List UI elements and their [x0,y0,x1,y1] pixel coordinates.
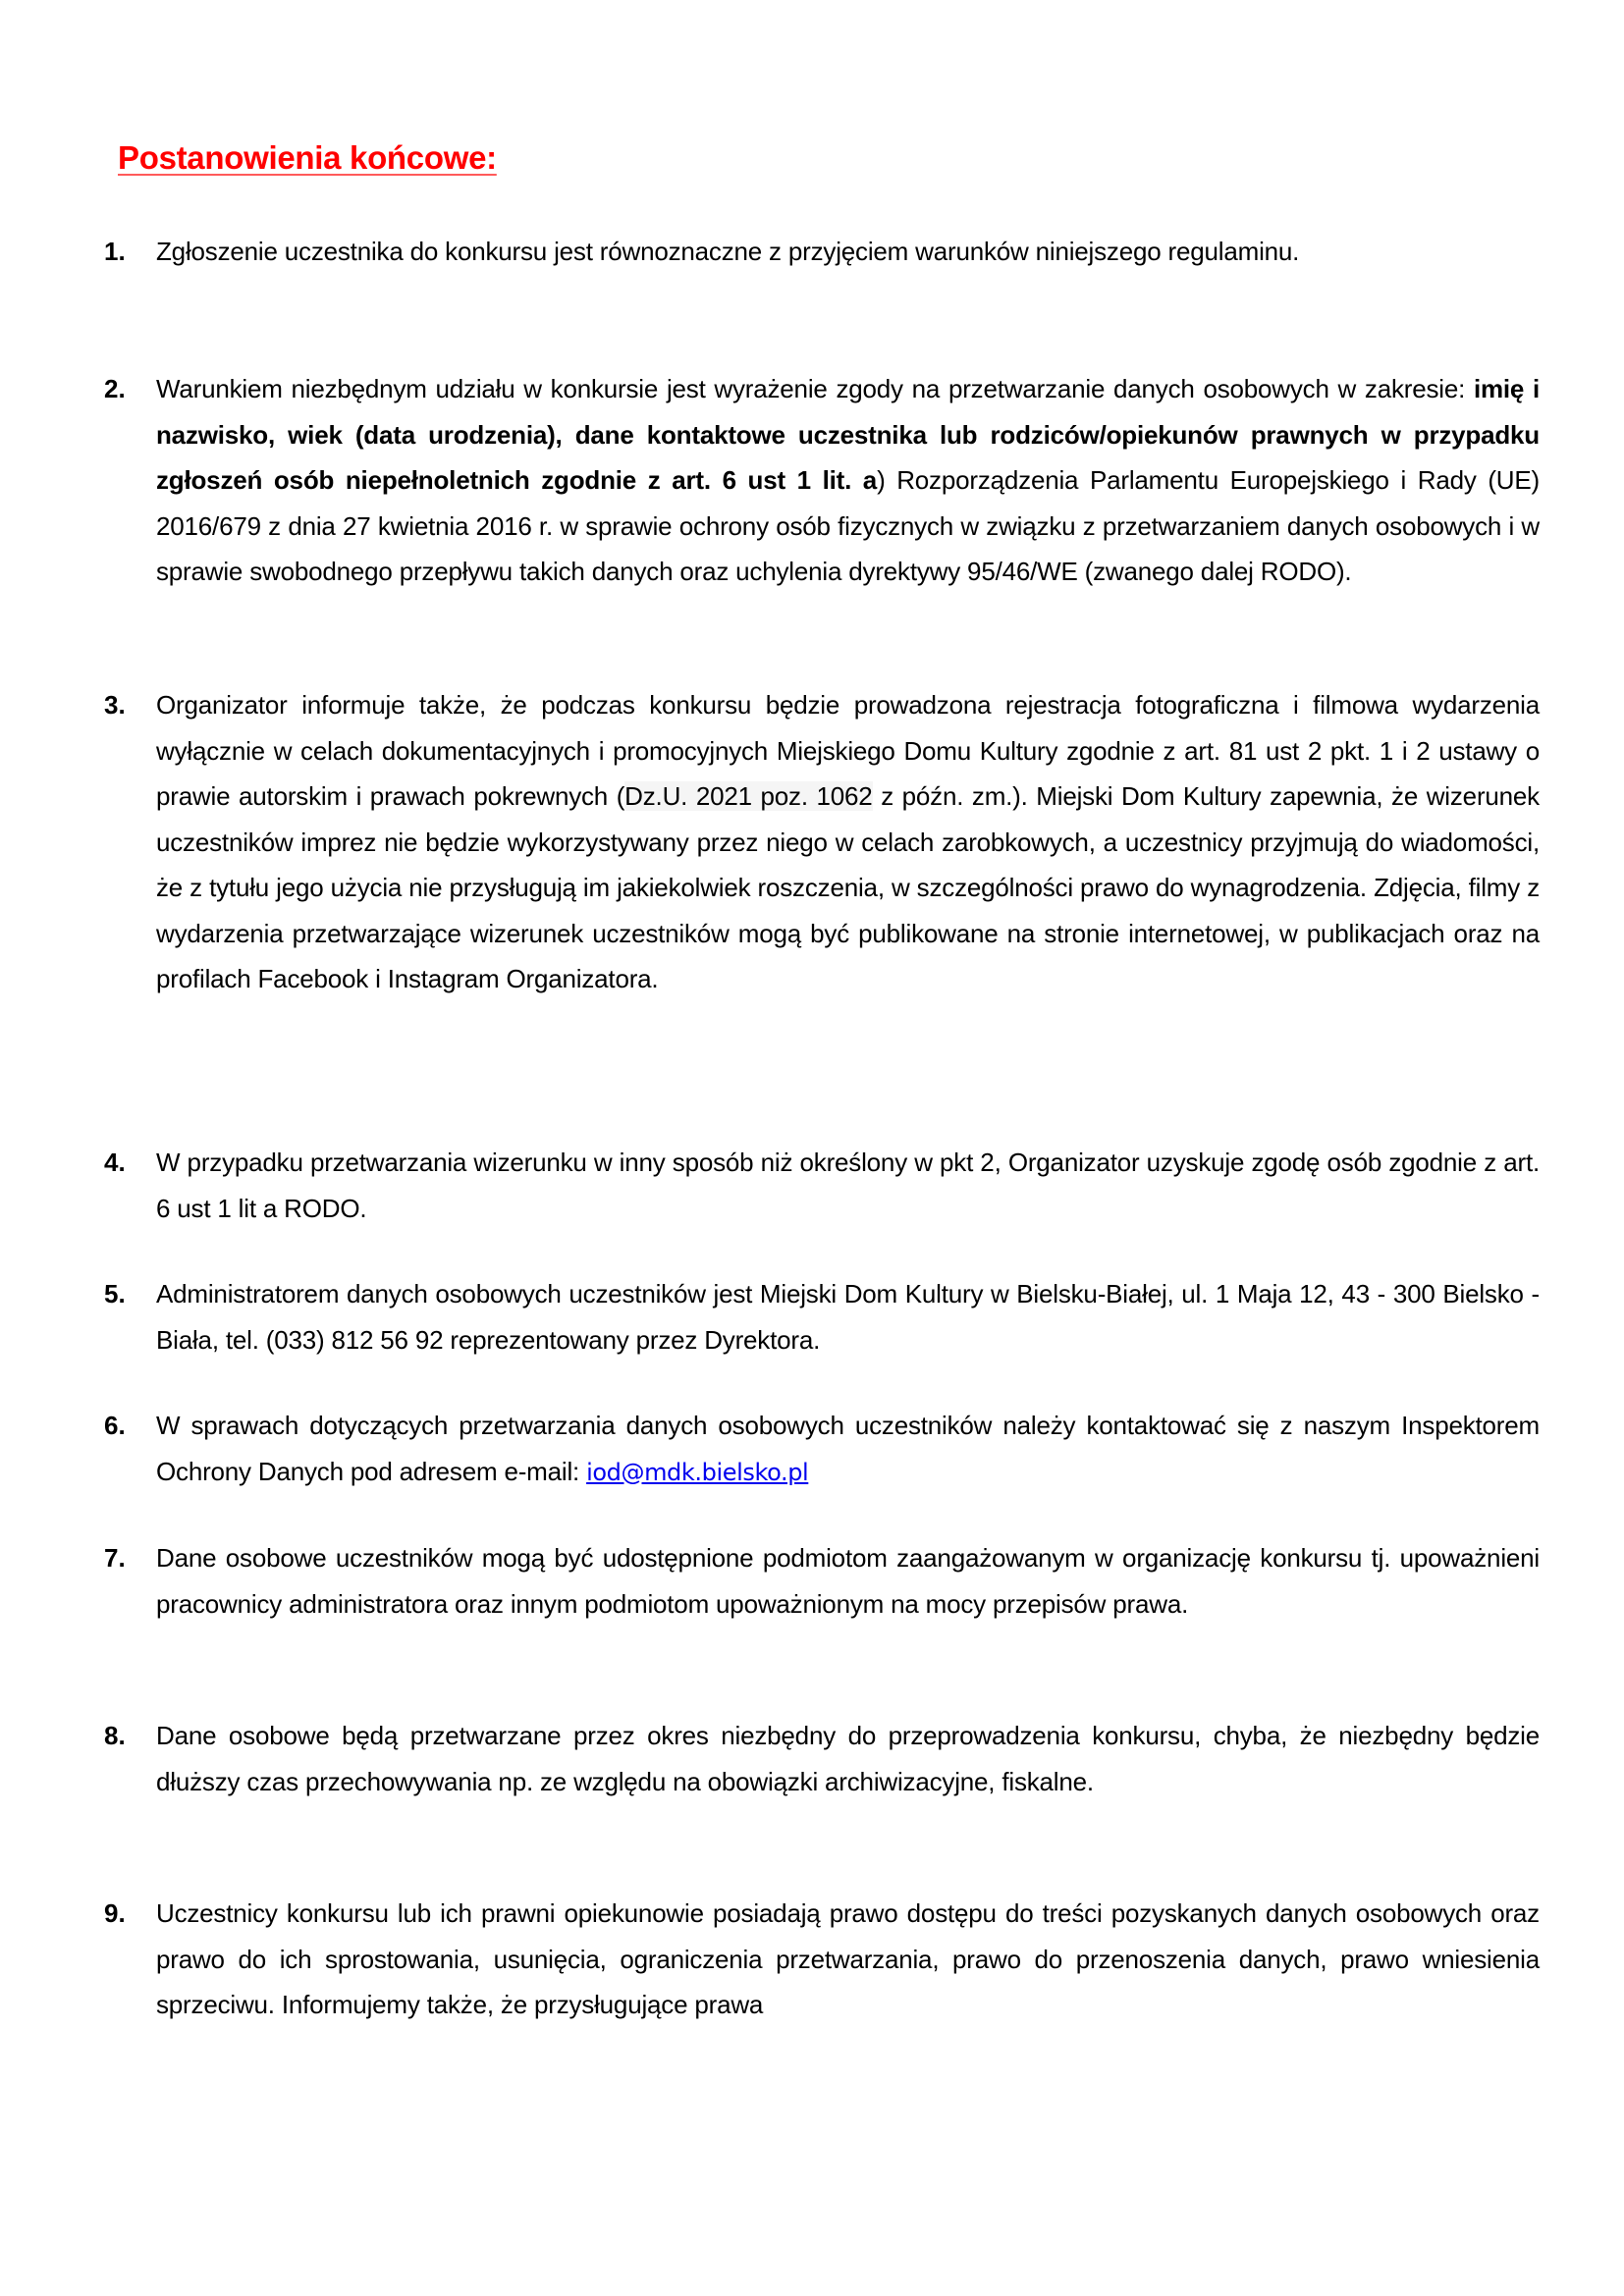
item-text: Uczestnicy konkursu lub ich prawni opiekunowie posiadają prawo dostępu do treści pozyskanych danych osobowych oraz prawo do ich sprostowania, usunięcia, ograniczenia przetwarzania, prawo do przenoszenia danych, prawo wniesienia sprzeciwu. Informujemy także, że przysługujące prawa [156,1898,1540,2019]
item-number: 5. [104,1279,126,1308]
item-text: W sprawach dotyczących przetwarzania danych osobowych uczestników należy kontaktować się z naszym Inspektorem Ochrony Danych pod adresem e-mail: iod@mdk.bielsko.pl [156,1411,1540,1486]
section-title: Postanowienia końcowe: [118,139,497,176]
item-text: W przypadku przetwarzania wizerunku w inny sposób niż określony w pkt 2, Organizator uzyskuje zgodę osób zgodnie z art. 6 ust 1 lit a RODO. [156,1148,1540,1223]
item-number: 3. [104,690,126,720]
item-number: 7. [104,1543,126,1573]
item-text: Warunkiem niezbędnym udziału w konkursie jest wyrażenie zgody na przetwarzanie danych osobowych w zakresie: imię i nazwisko, wiek (data urodzenia), dane kontaktowe uczestnika lub rodziców/opiekunów prawnych w przypadku zgłoszeń osób niepełnoletnich zgodnie z art. 6 ust 1 lit. a) Rozporządzenia Parlamentu Europejskiego i Rady (UE) 2016/679 z dnia 27 kwietnia 2016 r. w sprawie ochrony osób fizycznych w związku z przetwarzaniem danych osobowych i w sprawie swobodnego przepływu takich danych oraz uchylenia dyrektywy 95/46/WE (zwanego dalej RODO). [156,374,1540,586]
item-number: 1. [104,237,126,266]
item-text: Organizator informuje także, że podczas konkursu będzie prowadzona rejestracja fotograficzna i filmowa wydarzenia wyłącznie w celach dokumentacyjnych i promocyjnych Miejskiego Domu Kultury zgodnie z art. 81 ust 2 pkt. 1 i 2 ustawy o prawie autorskim i prawach pokrewnych (Dz.U. 2021 poz. 1062 z późn. zm.). Miejski Dom Kultury zapewnia, że wizerunek uczestników imprez nie będzie wykorzystywany przez niego w celach zarobkowych, a uczestnicy przyjmują do wiadomości, że z tytułu jego użycia nie przysługują im jakiekolwiek roszczenia, w szczególności prawo do wynagrodzenia. Zdjęcia, filmy z wydarzenia przetwarzające wizerunek uczestników mogą być publikowane na stronie internetowej, w publikacjach oraz na profilach Facebook i Instagram Organizatora. [156,690,1540,993]
item-text: Zgłoszenie uczestnika do konkursu jest równoznaczne z przyjęciem warunków niniejszego regulaminu. [156,237,1300,266]
highlighted-citation: Dz.U. 2021 poz. 1062 [624,781,873,811]
item-number: 9. [104,1898,126,1928]
email-link[interactable]: iod@mdk.bielsko.pl [586,1458,809,1486]
item-number: 2. [104,374,126,403]
item-text: Dane osobowe uczestników mogą być udostępnione podmiotom zaangażowanym w organizację konkursu tj. upoważnieni pracownicy administratora oraz innym podmiotom upoważnionym na mocy przepisów prawa. [156,1543,1540,1619]
item-number: 6. [104,1411,126,1440]
bold-data-scope: imię i nazwisko, wiek (data urodzenia), dane kontaktowe uczestnika lub rodziców/opiekunów prawnych w przypadku zgłoszeń osób niepełnoletnich zgodnie z art. 6 ust 1 lit. a [156,374,1540,495]
item-text: Dane osobowe będą przetwarzane przez okres niezbędny do przeprowadzenia konkursu, chyba, że niezbędny będzie dłuższy czas przechowywania np. ze względu na obowiązki archiwizacyjne, fiskalne. [156,1721,1540,1796]
item-number: 4. [104,1148,126,1177]
item-number: 8. [104,1721,126,1750]
item-text: Administratorem danych osobowych uczestników jest Miejski Dom Kultury w Bielsku-Białej, ul. 1 Maja 12, 43 - 300 Bielsko -Biała, tel. (033) 812 56 92 reprezentowany przez Dyrektora. [156,1279,1540,1355]
